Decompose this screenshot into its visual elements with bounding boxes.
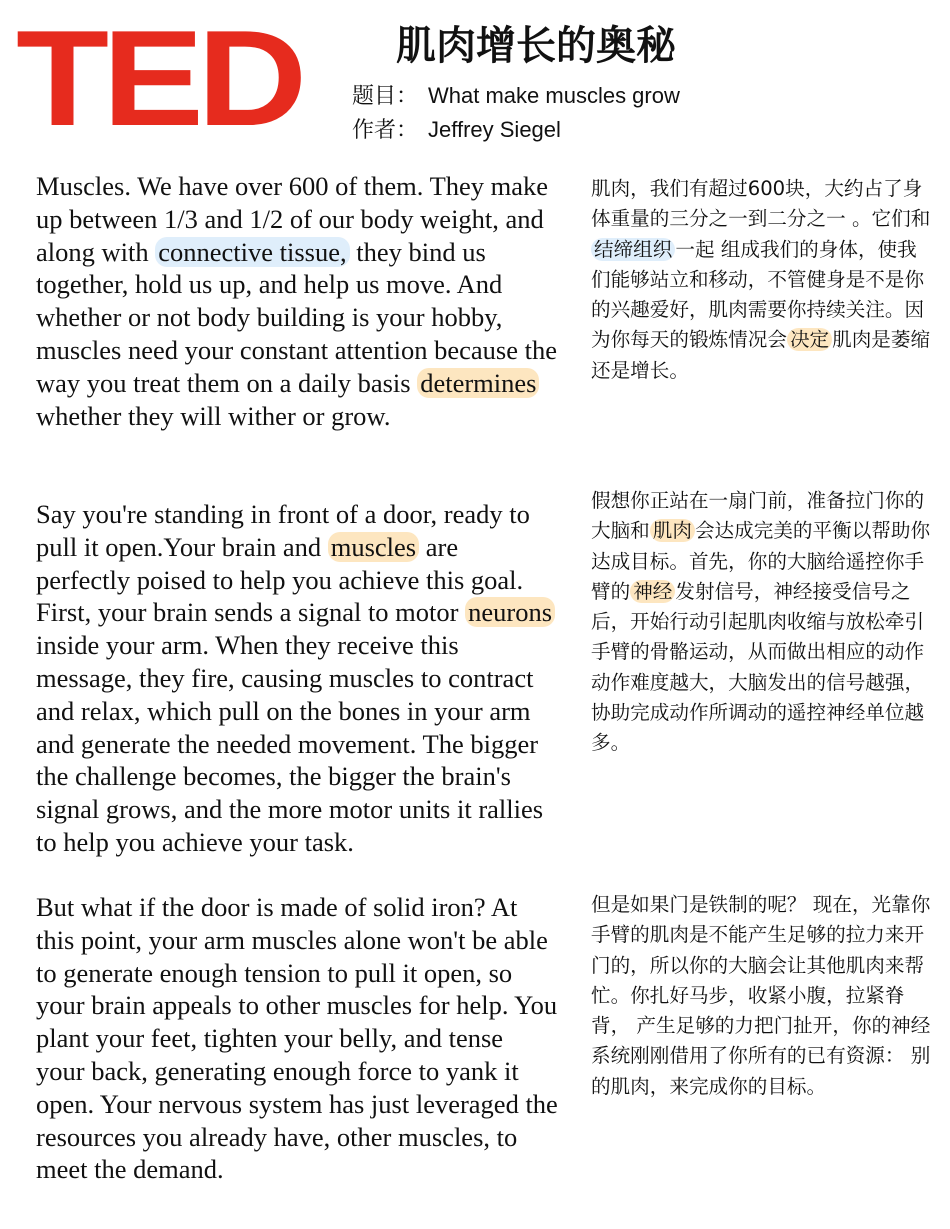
paragraph-2-chinese — [591, 486, 936, 759]
paragraph-3-english: But what if the door is made of solid iron? At this point, your arm muscles alone won't be able to generate enough tension to pull it open, so your brain appeals to other muscles for help. You plant your feet, tighten your belly, and tense your back, generating enough force to yank it open. Your nervous system has just leveraged the resources you already have, other muscles, to meet the demand. — [36, 892, 558, 1185]
text-segment: 肌肉，我们有超过600块，大约占了身体重量的三分之一到二分之一 。它们和 — [591, 177, 931, 231]
highlight-jirou: 肌肉 — [650, 519, 695, 542]
highlight-jiedi-zuzhi: 结缔组织 — [591, 238, 675, 261]
highlight-jueding: 决定 — [787, 328, 832, 351]
text-segment: Say you're standing in front of a door, ready to pull it open.Your brain and — [36, 499, 530, 562]
paragraph-2-english — [36, 498, 558, 859]
highlight-determines: determines — [417, 368, 539, 398]
ted-logo — [16, 2, 301, 154]
author-value: Jeffrey Siegel — [428, 117, 561, 142]
highlight-shenjing: 神经 — [630, 580, 675, 603]
text-segment: 会达成完美的平衡以帮助你达成目标。首先，你的大脑给遥控你手臂的 — [591, 519, 931, 603]
highlight-connective-tissue: connective tissue, — [155, 237, 349, 267]
paragraph-3-chinese: 但是如果门是铁制的呢？ 现在，光靠你手臂的肌肉是不能产生足够的拉力来开门的，所以你的大脑会让其他肌肉来帮忙。你扎好马步，收紧小腹，拉紧脊背， 产生足够的力把门扯开，你的神经系统刚刚借用了你所有的已有资源： 别的肌肉，来完成你的目标。 — [591, 893, 931, 1098]
text-segment: are perfectly poised to help you achieve this goal. First, your brain sends a signal to motor — [36, 531, 524, 628]
ted-logo-text: TED — [16, 2, 301, 154]
text-segment: 假想你正站在一扇门前，准备拉门你的大脑和 — [591, 489, 925, 543]
topic-line — [352, 81, 680, 112]
text-segment: 发射信号，神经接受信号之后，开始行动引起肌肉收缩与放松牵引手臂的骨骼运动，从而做出相应的动作动作难度越大，大脑发出的信号越强，协助完成动作所调动的遥控神经单位越多。 — [591, 579, 925, 755]
text-segment: they bind us together, hold us up, and help us move. And whether or not body building is your hobby, muscles need your constant attention because the way you treat them on a daily basis — [36, 236, 557, 398]
text-segment: whether they will wither or grow. — [36, 400, 391, 431]
page-title: 肌肉增长的奥秘 — [396, 23, 676, 69]
highlight-muscles: muscles — [328, 532, 419, 562]
text-segment: Muscles. We have over 600 of them. They make up between 1/3 and 1/2 of our body weight, and along with — [36, 171, 549, 267]
text-segment: 肌肉是萎缩还是增长。 — [591, 328, 931, 382]
topic-value: What make muscles grow — [428, 83, 680, 108]
highlight-neurons: neurons — [465, 597, 555, 627]
author-line — [352, 115, 561, 146]
topic-label: 题目： — [352, 84, 419, 109]
paragraph-1-chinese — [591, 174, 936, 386]
text-segment: inside your arm. When they receive this message, they fire, causing muscles to contract and relax, which pull on the bones in your arm and generate the needed movement. The bigger the challenge becomes, the bigger the brain's signal grows, and the more motor units it rallies to help you achieve your task. — [36, 630, 544, 857]
paragraph-1-english — [36, 170, 558, 432]
text-segment: 一起 组成我们的身体，使我们能够站立和移动，不管健身是不是你的兴趣爱好，肌肉需要你持续关注。因为你每天的锻炼情况会 — [591, 237, 925, 352]
author-label: 作者： — [352, 118, 419, 143]
